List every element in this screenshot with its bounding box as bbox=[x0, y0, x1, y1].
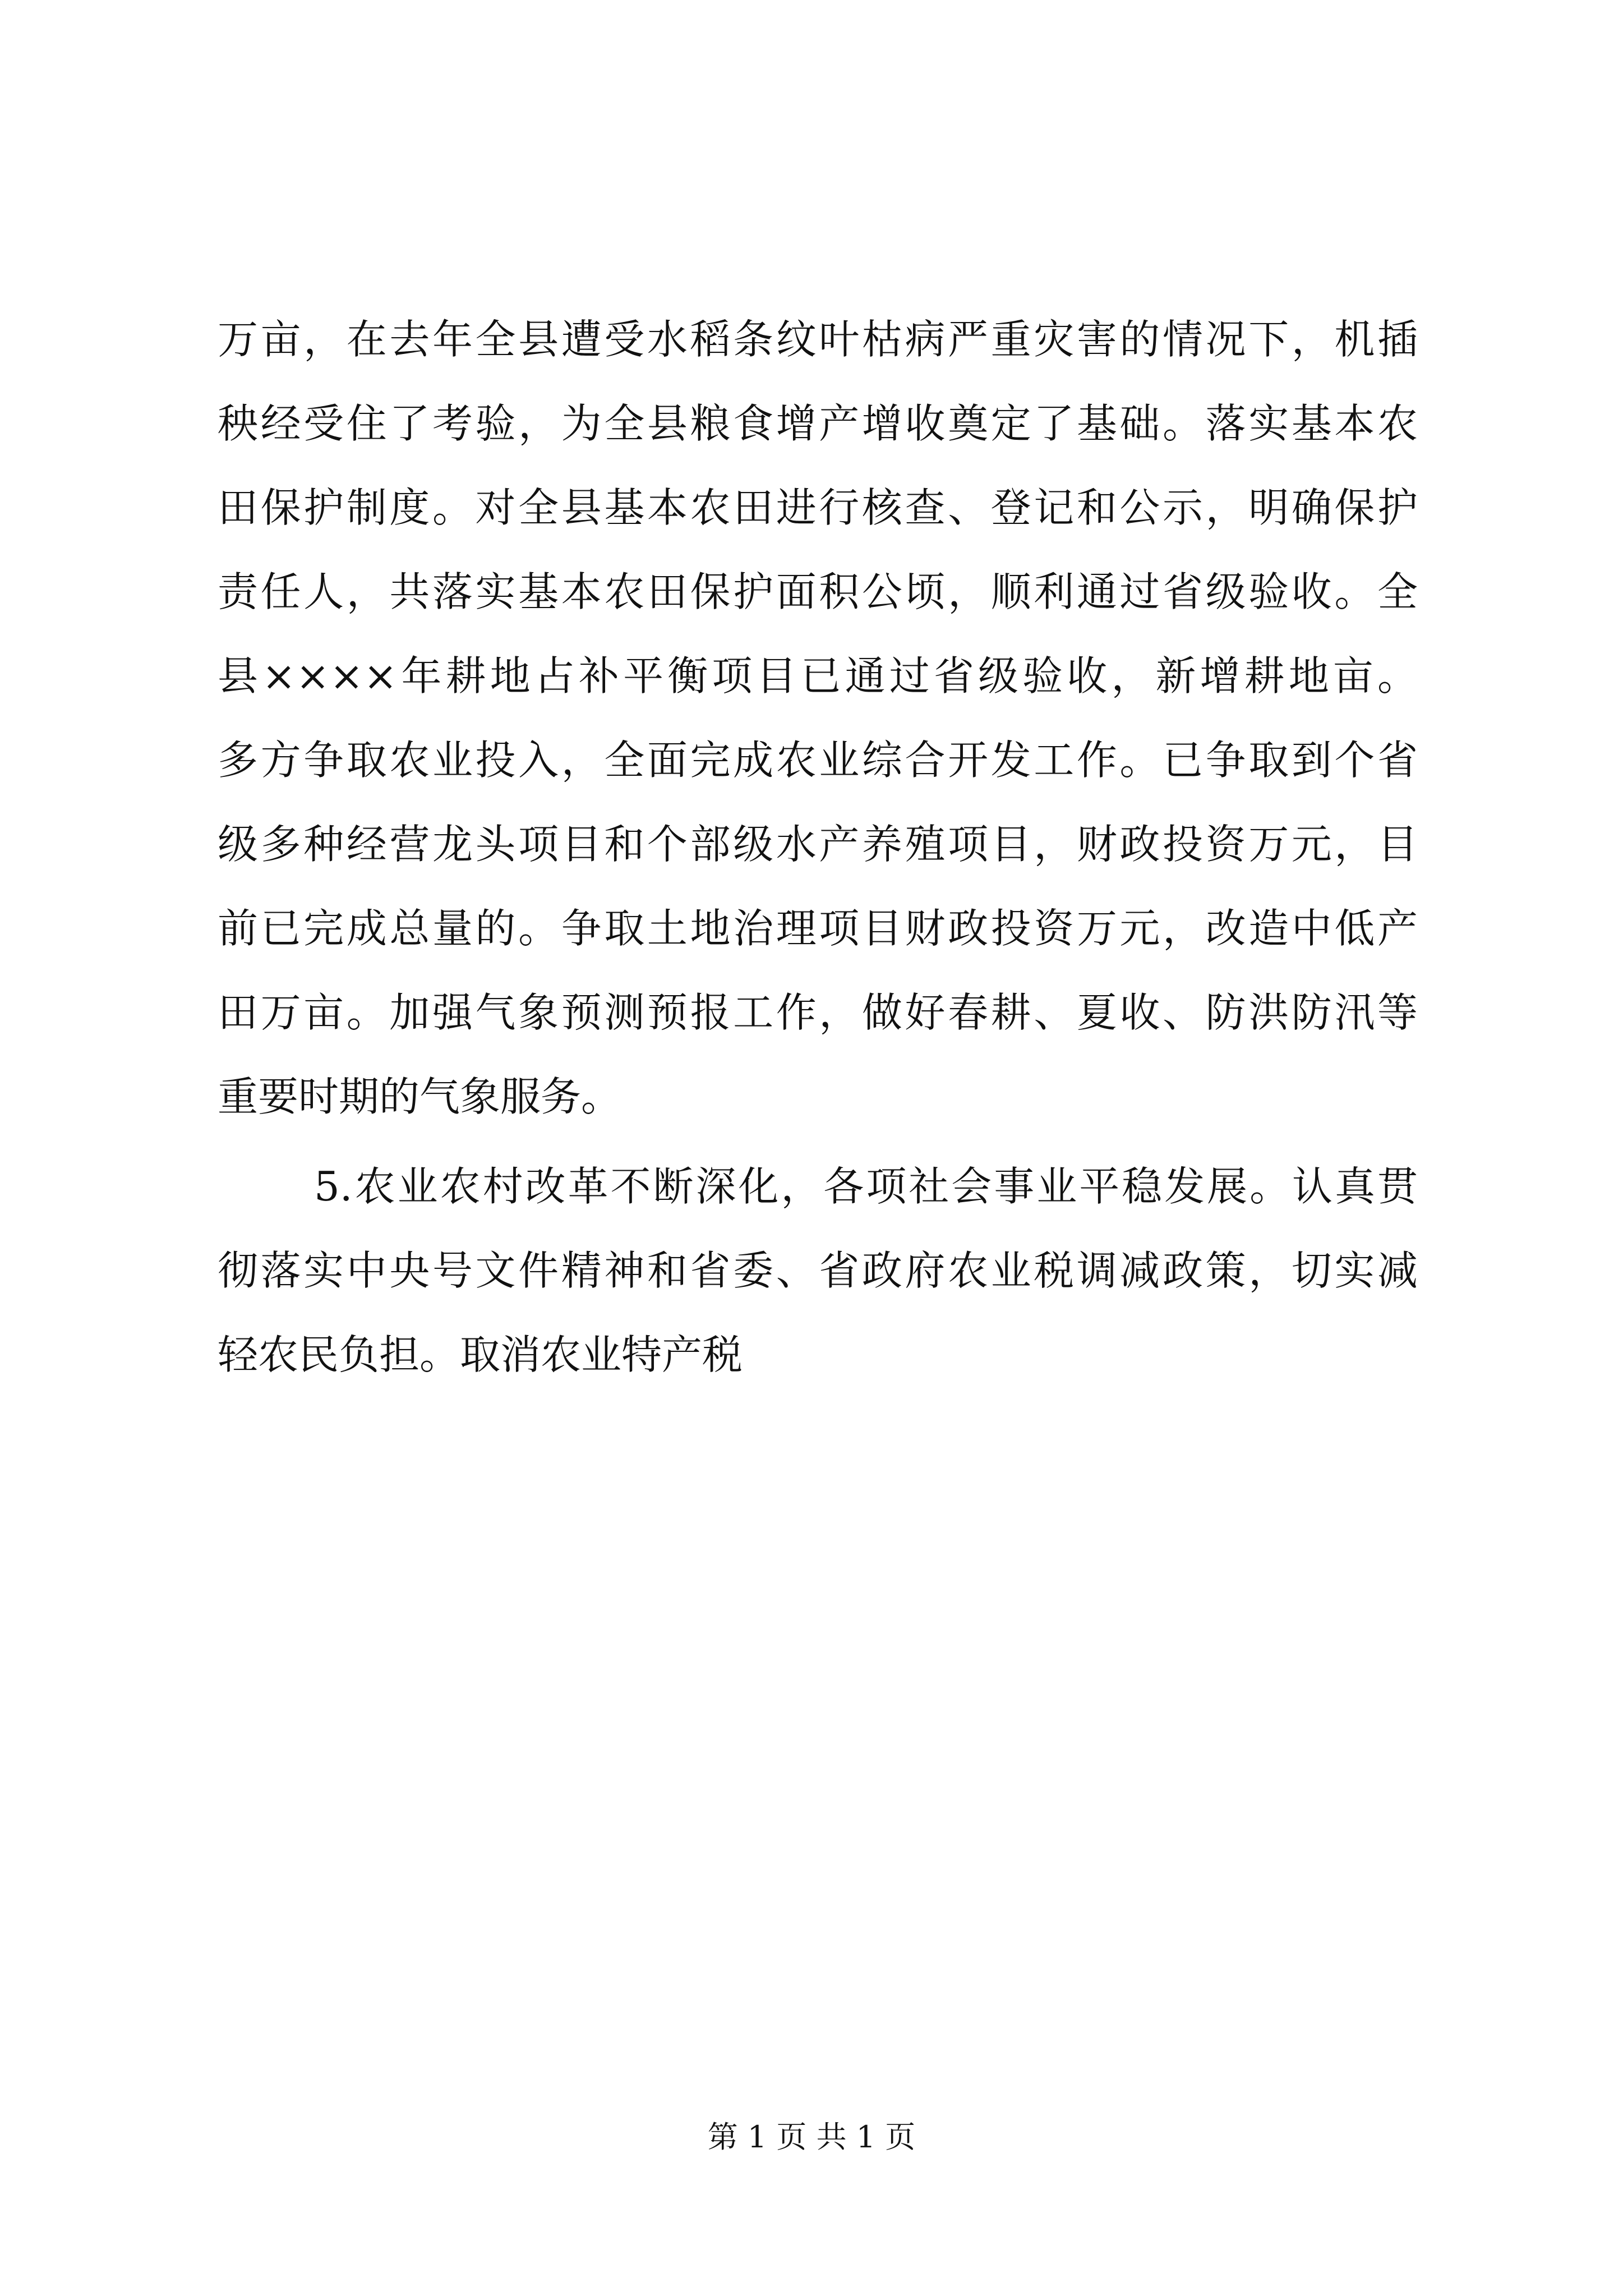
paragraph-1-line: 田万亩。加强气象预测预报工作，做好春耕、夏收、防洪防汛等 bbox=[218, 989, 1418, 1036]
paragraph-1-line: 万亩，在去年全县遭受水稻条纹叶枯病严重灾害的情况下，机插 bbox=[218, 316, 1418, 363]
paragraph-1-line: 前已完成总量的。争取土地治理项目财政投资万元，改造中低产 bbox=[218, 905, 1418, 952]
paragraph-1-line: 重要时期的气象服务。 bbox=[218, 1073, 622, 1120]
paragraph-1-line: 多方争取农业投入，全面完成农业综合开发工作。已争取到个省 bbox=[218, 737, 1418, 784]
paragraph-2-line: 彻落实中央号文件精神和省委、省政府农业税调减政策，切实减 bbox=[218, 1247, 1418, 1294]
paragraph-1-line: 田保护制度。对全县基本农田进行核查、登记和公示，明确保护 bbox=[218, 484, 1418, 531]
paragraph-1-line: 责任人，共落实基本农田保护面积公顷，顺利通过省级验收。全 bbox=[218, 568, 1418, 615]
paragraph-1-line: 级多种经营龙头项目和个部级水产养殖项目，财政投资万元，目 bbox=[218, 821, 1418, 868]
page-number-footer: 第 1 页 共 1 页 bbox=[707, 2119, 916, 2155]
paragraph-1-line: 秧经受住了考验，为全县粮食增产增收奠定了基础。落实基本农 bbox=[218, 400, 1418, 447]
paragraph-1-line: 县××××年耕地占补平衡项目已通过省级验收，新增耕地亩。 bbox=[218, 652, 1418, 700]
paragraph-2-line: 轻农民负担。取消农业特产税 bbox=[218, 1331, 743, 1378]
paragraph-2-line: 5.农业农村改革不断深化，各项社会事业平稳发展。认真贯 bbox=[314, 1163, 1418, 1210]
